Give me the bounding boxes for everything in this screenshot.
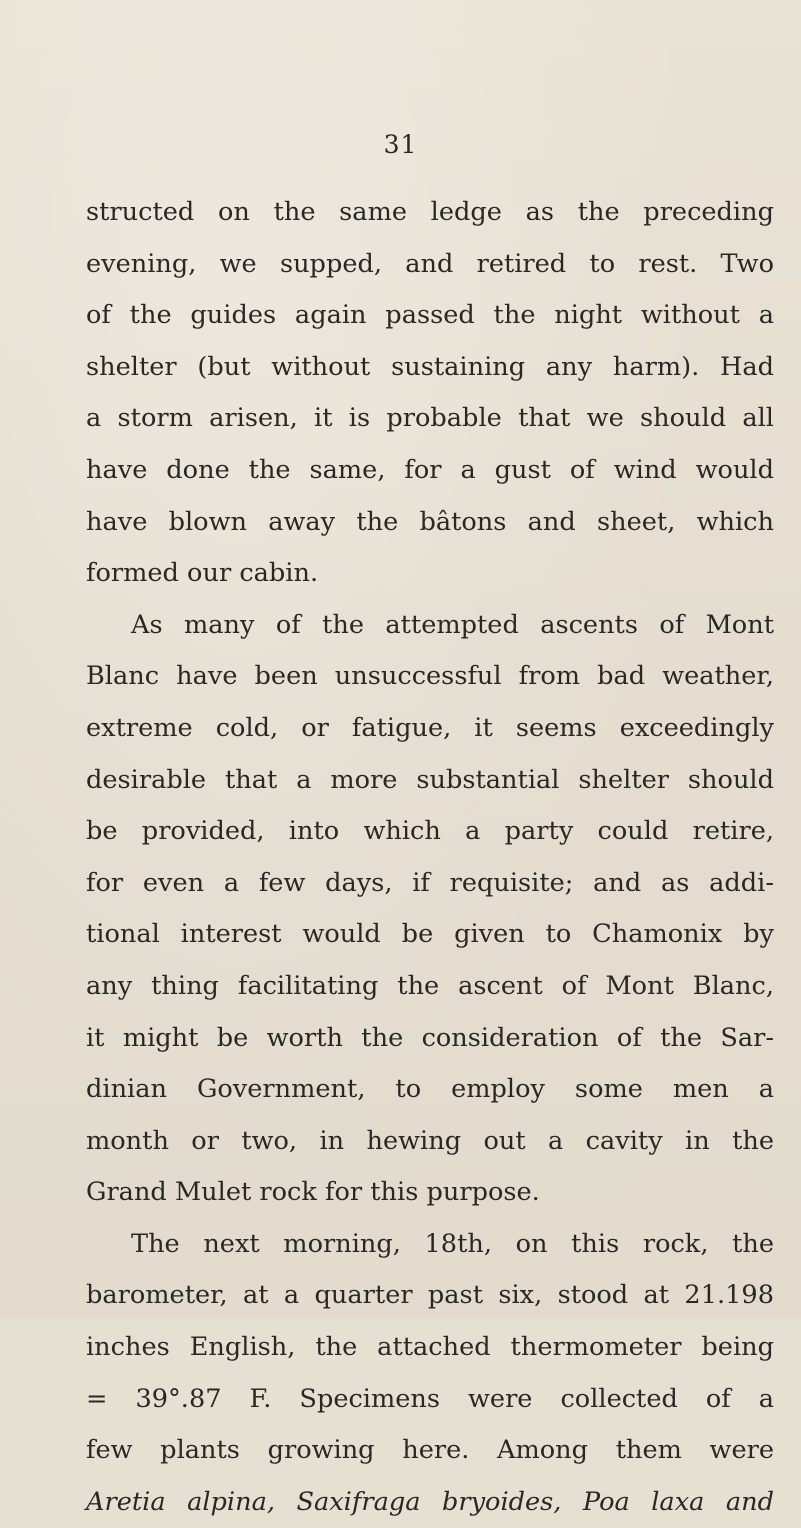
- text-line: = 39°.87 F. Specimens were collected of a: [86, 1383, 774, 1414]
- text-line: barometer, at a quarter past six, stood at 21.198: [86, 1280, 774, 1311]
- text-line: extreme cold, or fatigue, it seems exceedingly: [86, 712, 774, 743]
- text-line: for even a few days, if requisite; and as addi-: [86, 867, 774, 898]
- text-line: evening, we supped, and retired to rest. Two: [86, 248, 774, 279]
- text-line: structed on the same ledge as the preceding: [86, 197, 774, 227]
- body-text: [86, 187, 774, 1528]
- text-line: few plants growing here. Among them were: [86, 1435, 774, 1466]
- text-line: The next morning, 18th, on this rock, the: [131, 1228, 774, 1259]
- text-line: Blanc have been unsuccessful from bad weather,: [86, 661, 774, 692]
- text-line: be provided, into which a party could retire,: [86, 816, 774, 847]
- text-line: Aretia alpina, Saxifraga bryoides, Poa laxa and: [86, 1486, 774, 1517]
- text-line: of the guides again passed the night without a: [86, 300, 774, 331]
- page-number: 31: [383, 130, 418, 159]
- text-line: any thing facilitating the ascent of Mont Blanc,: [86, 970, 774, 1001]
- text-line: Grand Mulet rock for this purpose.: [86, 1177, 540, 1208]
- text-line: shelter (but without sustaining any harm). Had: [86, 351, 774, 382]
- text-line: tional interest would be given to Chamonix by: [86, 919, 774, 950]
- text-line: it might be worth the consideration of the Sar-: [86, 1022, 774, 1053]
- text-line: As many of the attempted ascents of Mont: [131, 609, 774, 640]
- text-line: inches English, the attached thermometer being: [86, 1332, 774, 1363]
- text-line: desirable that a more substantial shelter should: [86, 764, 774, 795]
- text-line: dinian Government, to employ some men a: [86, 1074, 774, 1105]
- text-line: have done the same, for a gust of wind would: [86, 454, 774, 485]
- text-line: a storm arisen, it is probable that we should all: [86, 403, 774, 434]
- text-line: formed our cabin.: [86, 558, 319, 589]
- text-line: month or two, in hewing out a cavity in the: [86, 1125, 774, 1156]
- text-line: have blown away the bâtons and sheet, which: [86, 506, 774, 537]
